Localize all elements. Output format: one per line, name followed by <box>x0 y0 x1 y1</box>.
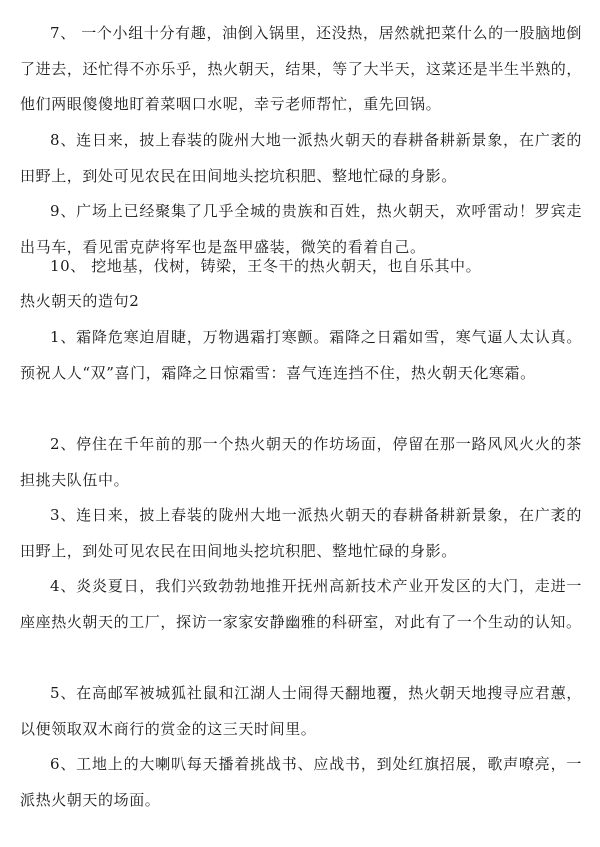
paragraph-9: 9、广场上已经聚集了几乎全城的贵族和百姓，热火朝天，欢呼雷动！罗宾走出马车，看见雷克萨将军也是盔甲盛装，微笑的看着自己。 <box>20 202 582 256</box>
paragraph-s2-1: 1、霜降危寒迫眉睫，万物遇霜打寒颤。霜降之日霜如雪，寒气逼人太认真。预祝人人“双”喜门，霜降之日惊霜雪：喜气连连挡不住，热火朝天化寒霜。 <box>20 328 582 382</box>
section-heading: 热火朝天的造句2 <box>20 292 140 310</box>
paragraph-s2-4: 4、炎炎夏日，我们兴致勃勃地推开抚州高新技术产业开发区的大门，走进一座座热火朝天的工厂，探访一家家安静幽雅的科研室，对此有了一个生动的认知。 <box>20 577 582 631</box>
paragraph-7: 7、 一个小组十分有趣，油倒入锅里，还没热，居然就把菜什么的一股脑地倒了进去，还忙得不亦乐乎，热火朝天，结果，等了大半天，这菜还是半生半熟的，他们两眼傻傻地盯着菜咽口水呢，幸亏老师帮忙，重先回锅。 <box>20 24 582 113</box>
paragraph-s2-5: 5、在高邮军被城狐社鼠和江湖人士闹得天翻地覆，热火朝天地搜寻应君蕙，以便领取双木商行的赏金的这三天时间里。 <box>20 684 582 738</box>
paragraph-8: 8、连日来，披上春装的陇州大地一派热火朝天的春耕备耕新景象，在广袤的田野上，到处可见农民在田间地头挖坑积肥、整地忙碌的身影。 <box>20 131 582 185</box>
paragraph-s2-6: 6、工地上的大喇叭每天播着挑战书、应战书，到处红旗招展，歌声嘹亮，一派热火朝天的场面。 <box>20 755 582 809</box>
paragraph-10: 10、 挖地基，伐树，铸梁，王冬干的热火朝天，也自乐其中。 <box>50 257 482 275</box>
paragraph-s2-2: 2、停住在千年前的那一个热火朝天的作坊场面，停留在那一路风风火火的茶担挑夫队伍中。 <box>20 435 582 489</box>
paragraph-s2-3: 3、连日来，披上春装的陇州大地一派热火朝天的春耕备耕新景象，在广袤的田野上，到处可见农民在田间地头挖坑积肥、整地忙碌的身影。 <box>20 506 582 560</box>
